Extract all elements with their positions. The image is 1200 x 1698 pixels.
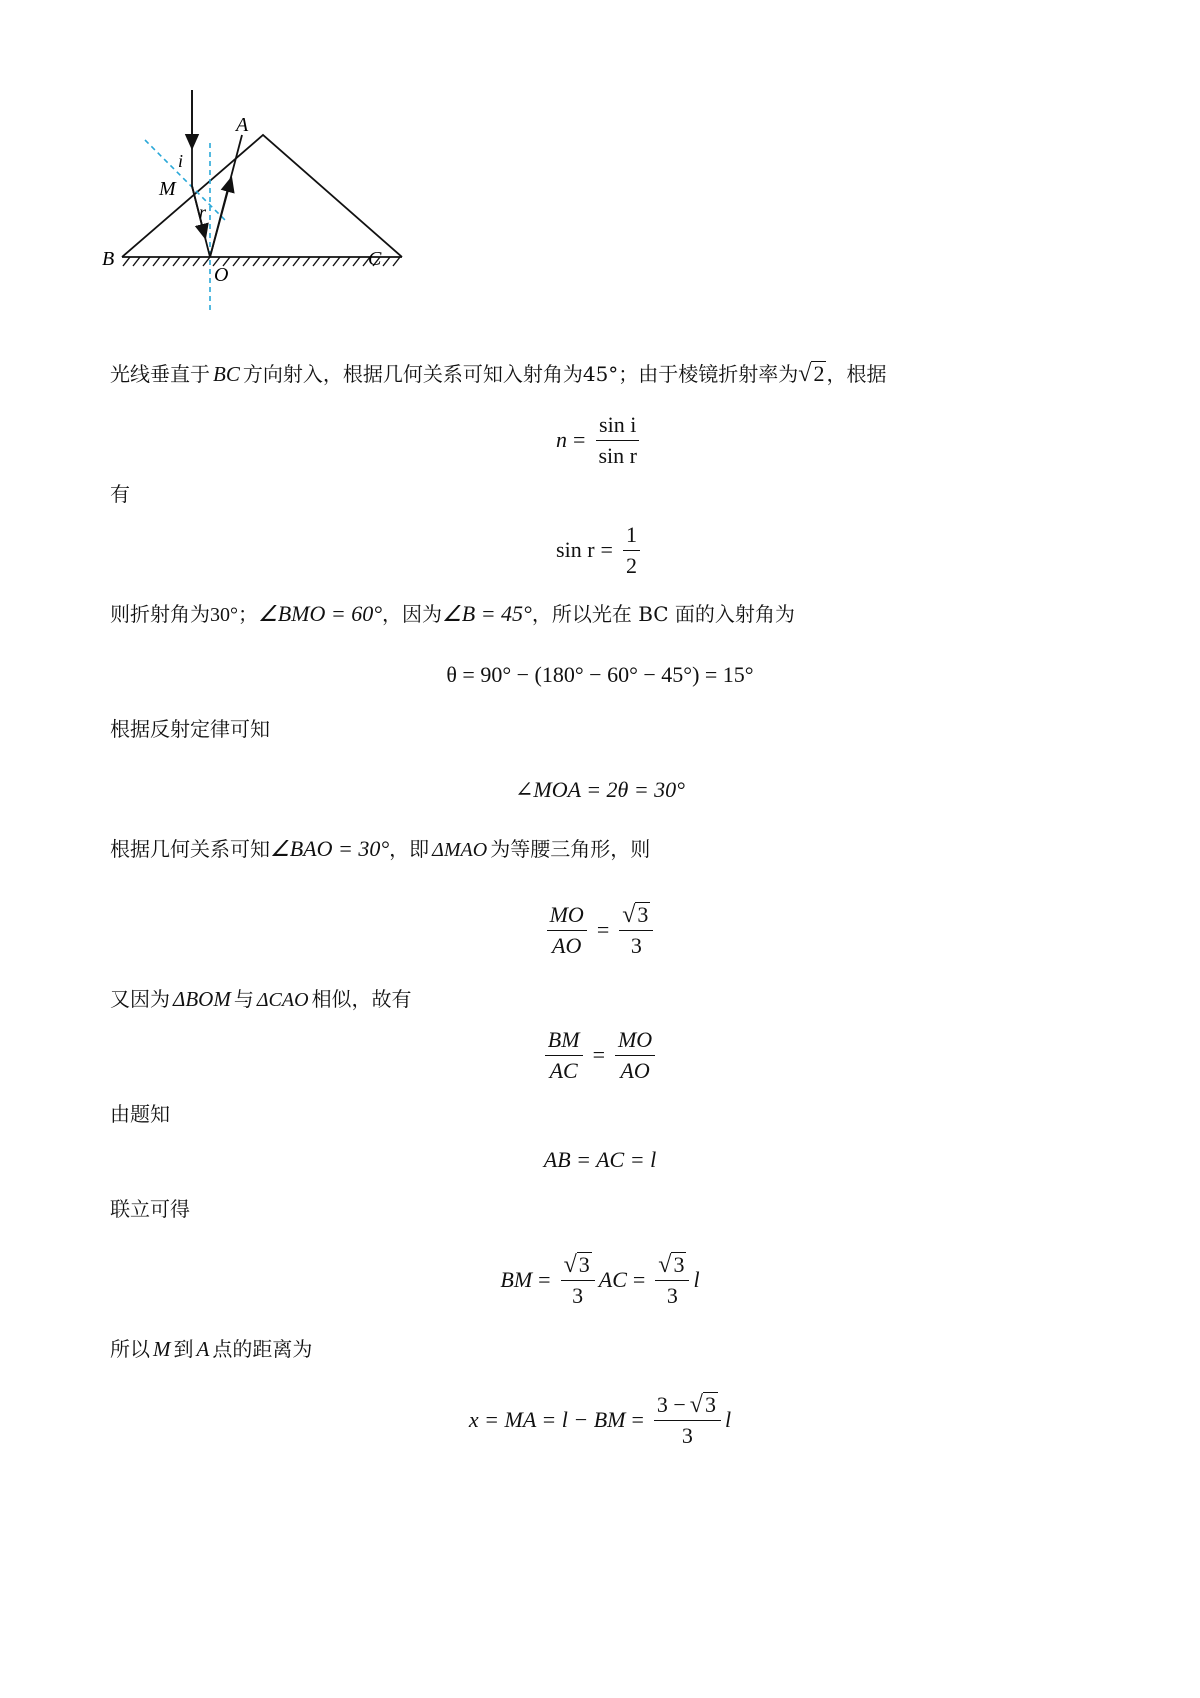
equation-6 <box>0 1020 1200 1090</box>
eq9-lhs: x = MA = l − BM <box>468 1407 626 1432</box>
paragraph-2: 有 <box>110 482 130 506</box>
p3-text-4: ，所以光在 BC 面的入射角为 <box>531 602 795 626</box>
hatch-mark <box>133 257 140 266</box>
p1-deg: 45° <box>582 362 619 386</box>
p1-text-4: ，根据 <box>826 362 887 386</box>
hatch-mark <box>353 257 360 266</box>
p9-m2: A <box>196 1337 210 1361</box>
eq2-lhs: sin r <box>556 537 595 562</box>
eq9-tail: l <box>724 1407 732 1432</box>
eq6-lden: AC <box>549 1057 578 1083</box>
eq8-fraction-2: √ 3 3 <box>655 1252 689 1309</box>
eq8-eq2: = <box>632 1267 646 1292</box>
paragraph-1 <box>110 360 886 388</box>
label-O: O <box>214 264 229 286</box>
p3-text-2: ； <box>238 602 258 626</box>
eq3-text: θ = 90° − (180° − 60° − 45°) = 15° <box>446 662 754 687</box>
sqrt-2-arg: 2 <box>813 361 825 386</box>
equation-3 <box>0 655 1200 695</box>
eq5-sqrt-arg: 3 <box>637 901 649 927</box>
hatch-mark <box>123 257 130 266</box>
eq5-right-fraction: √ 3 3 <box>619 902 653 959</box>
p6-m1: ΔBOM <box>173 987 231 1011</box>
label-C: C <box>368 248 382 270</box>
paragraph-4: 根据反射定律可知 <box>110 717 270 741</box>
hatch-mark <box>323 257 330 266</box>
p1-text-2: 方向射入，根据几何关系可知入射角为 <box>242 362 583 386</box>
eq2-den: 2 <box>625 552 637 578</box>
paragraph-7: 由题知 <box>110 1102 170 1126</box>
equation-8 <box>0 1245 1200 1315</box>
eq9-num-a: 3 − <box>656 1391 686 1417</box>
hatch-mark <box>193 257 200 266</box>
paragraph-6 <box>110 985 412 1014</box>
eq1-lhs: n <box>556 427 568 452</box>
hatch-mark <box>313 257 320 266</box>
p1-text-1: 光线垂直于 <box>110 362 210 386</box>
label-B: B <box>102 248 115 270</box>
mirror-hatching <box>123 257 400 266</box>
p3-m1: ∠BMO = 60° <box>258 601 383 626</box>
equation-4 <box>0 770 1200 810</box>
p6-m2: ΔCAO <box>256 989 309 1011</box>
p3-v1: 30° <box>210 604 238 626</box>
p9-text-2: 到 <box>173 1337 194 1361</box>
eq8-den: 3 <box>572 1282 584 1308</box>
hatch-mark <box>233 257 240 266</box>
eq5-left-fraction <box>547 902 587 959</box>
label-A: A <box>236 114 249 136</box>
eq9-fraction: 3 − √ 3 3 <box>654 1392 721 1449</box>
sqrt-2: √ 2 <box>798 361 825 387</box>
eq5-rden: 3 <box>630 932 642 958</box>
hatch-mark <box>173 257 180 266</box>
equation-2 <box>0 520 1200 580</box>
reflected-arrow <box>210 183 230 257</box>
p9-m1: M <box>153 1337 171 1361</box>
p3-text-1: 则折射角为 <box>110 602 210 626</box>
paragraph-5 <box>110 835 650 864</box>
equation-7 <box>0 1140 1200 1180</box>
p6-text-2: 与 <box>233 987 254 1011</box>
eq1-eq: = <box>573 427 586 452</box>
p9-text-3: 点的距离为 <box>212 1337 313 1361</box>
eq1-fraction <box>595 412 640 469</box>
eq8-mid: AC <box>598 1267 627 1292</box>
p1-bc: BC <box>213 362 240 386</box>
eq8-fraction-1: √ 3 3 <box>561 1252 595 1309</box>
eq2-fraction <box>623 522 640 579</box>
hatch-mark <box>293 257 300 266</box>
hatch-mark <box>183 257 190 266</box>
label-r: r <box>199 202 207 222</box>
eq6-rden: AO <box>620 1057 650 1083</box>
eq6-eq: = <box>592 1042 605 1067</box>
label-M: M <box>159 178 176 200</box>
eq8-sqrt-arg2: 3 <box>673 1251 685 1277</box>
eq8-eq: = <box>538 1267 551 1292</box>
eq9-den: 3 <box>681 1422 693 1448</box>
p3-m2: ∠B = 45° <box>442 601 532 626</box>
eq8-lhs: BM <box>500 1267 533 1292</box>
eq6-right-fraction <box>615 1027 655 1084</box>
eq8-tail: l <box>693 1267 700 1292</box>
eq9-eq: = <box>631 1407 644 1432</box>
eq6-left-fraction <box>545 1027 583 1084</box>
p5-m2: ΔMAO <box>432 839 488 861</box>
p6-text-1: 又因为 <box>110 987 170 1011</box>
hatch-mark <box>393 257 400 266</box>
equation-5 <box>0 895 1200 965</box>
paragraph-8: 联立可得 <box>110 1197 190 1221</box>
hatch-mark <box>163 257 170 266</box>
p5-text-2: ，即 <box>389 837 430 861</box>
normal-at-M <box>145 140 225 220</box>
eq1-num: sin i <box>596 412 639 441</box>
equation-1 <box>0 410 1200 470</box>
hatch-mark <box>253 257 260 266</box>
eq6-lnum: BM <box>545 1027 583 1056</box>
p9-text-1: 所以 <box>110 1337 150 1361</box>
p5-m1: ∠BAO = 30° <box>270 836 390 861</box>
prism-diagram <box>100 85 430 345</box>
p3-text-3: ，因为 <box>382 602 443 626</box>
eq9-sqrt-arg: 3 <box>704 1391 716 1417</box>
hatch-mark <box>273 257 280 266</box>
eq4-text: ∠MOA = 2θ = 30° <box>515 777 685 802</box>
p1-text-3: ；由于棱镜折射率为 <box>618 362 799 386</box>
hatch-mark <box>333 257 340 266</box>
eq8-den2: 3 <box>666 1282 678 1308</box>
p5-text-1: 根据几何关系可知 <box>110 837 270 861</box>
hatch-mark <box>263 257 270 266</box>
eq2-eq: = <box>600 537 613 562</box>
hatch-mark <box>303 257 310 266</box>
paragraph-9 <box>110 1335 312 1363</box>
hatch-mark <box>243 257 250 266</box>
eq5-eq: = <box>596 917 610 942</box>
equation-9 <box>0 1385 1200 1455</box>
eq1-den: sin r <box>598 442 637 468</box>
hatch-mark <box>283 257 290 266</box>
p5-text-3: 为等腰三角形，则 <box>490 837 651 861</box>
hatch-mark <box>343 257 350 266</box>
p6-text-3: 相似，故有 <box>311 987 412 1011</box>
hatch-mark <box>203 257 210 266</box>
eq2-num: 1 <box>623 522 640 551</box>
hatch-mark <box>143 257 150 266</box>
eq8-sqrt-arg: 3 <box>578 1251 590 1277</box>
eq5-den: AO <box>552 932 582 958</box>
hatch-mark <box>153 257 160 266</box>
label-i: i <box>178 151 184 171</box>
eq6-rnum: MO <box>615 1027 655 1056</box>
eq5-num: MO <box>547 902 587 931</box>
paragraph-3 <box>110 600 795 629</box>
eq7-text: AB = AC = l <box>543 1147 657 1172</box>
hatch-mark <box>383 257 390 266</box>
